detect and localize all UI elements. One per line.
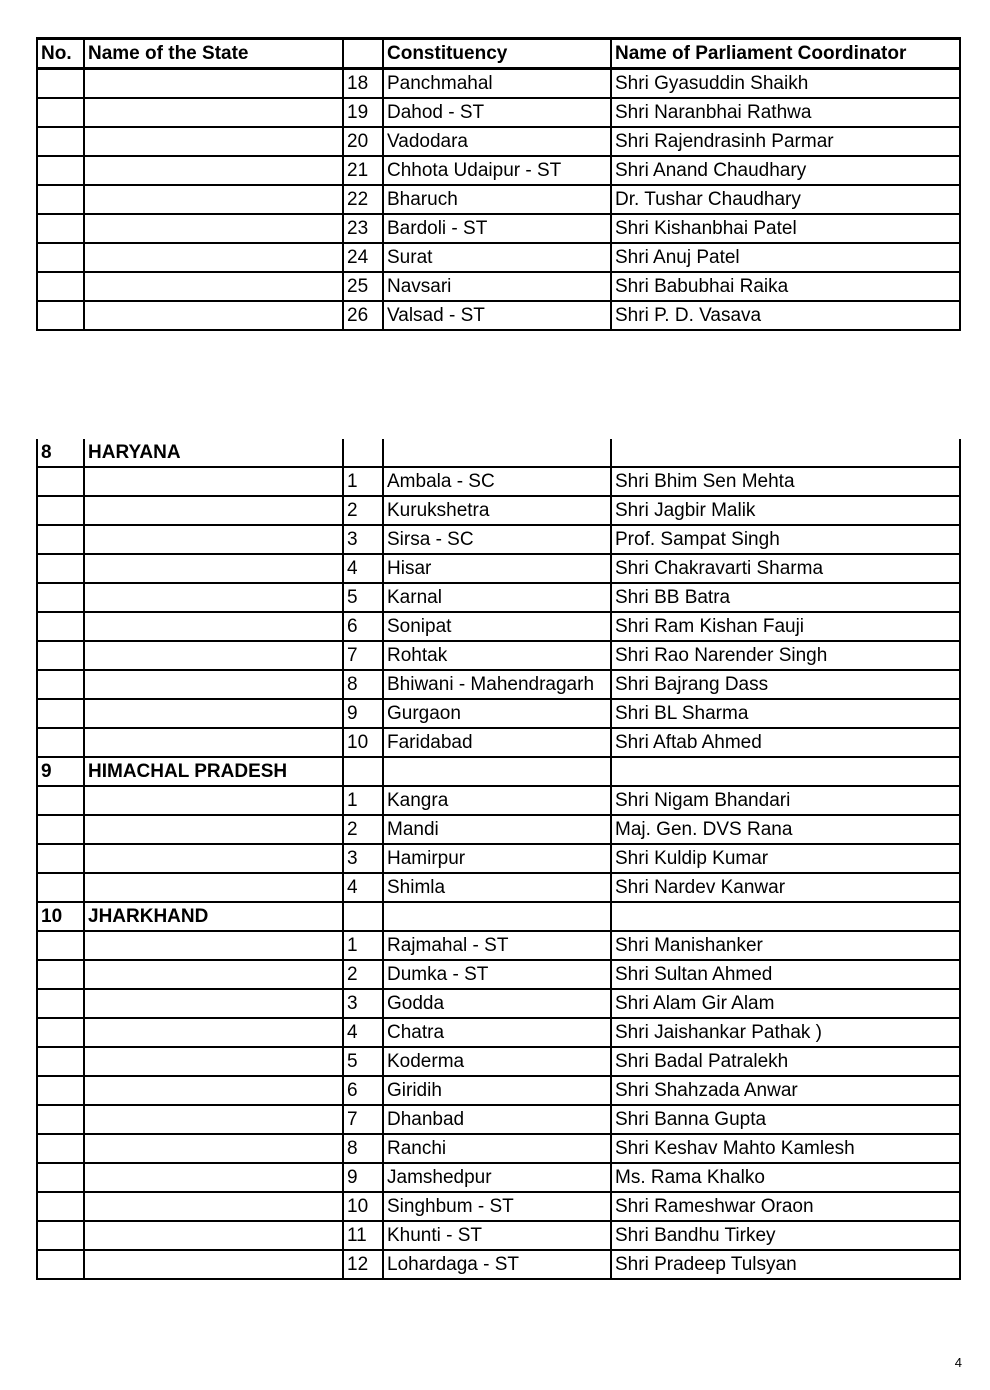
cell-no [37, 699, 84, 728]
cell-constituency [383, 757, 611, 786]
cell-constituency: Hamirpur [383, 844, 611, 873]
cell-num: 3 [343, 525, 383, 554]
table-row [37, 525, 960, 554]
cell-constituency: Jamshedpur [383, 1163, 611, 1192]
cell-no [37, 786, 84, 815]
cell-constituency: Sirsa - SC [383, 525, 611, 554]
cell-no [37, 728, 84, 757]
cell-num: 8 [343, 670, 383, 699]
cell-no [37, 1076, 84, 1105]
cell-coordinator: Shri Anand Chaudhary [611, 156, 960, 185]
cell-state: JHARKHAND [84, 902, 343, 931]
cell-num: 4 [343, 873, 383, 902]
table-row [37, 1250, 960, 1279]
cell-no [37, 1018, 84, 1047]
cell-num: 2 [343, 815, 383, 844]
cell-coordinator: Shri Bhim Sen Mehta [611, 467, 960, 496]
cell-no [37, 1105, 84, 1134]
cell-coordinator: Shri Jaishankar Pathak ) [611, 1018, 960, 1047]
header-no: No. [37, 39, 84, 69]
cell-num: 22 [343, 185, 383, 214]
cell-no [37, 301, 84, 330]
table-row [37, 583, 960, 612]
cell-coordinator: Maj. Gen. DVS Rana [611, 815, 960, 844]
cell-state [84, 243, 343, 272]
cell-num: 24 [343, 243, 383, 272]
table-row [37, 699, 960, 728]
cell-no [37, 214, 84, 243]
cell-coordinator: Shri Bandhu Tirkey [611, 1221, 960, 1250]
cell-coordinator: Dr. Tushar Chaudhary [611, 185, 960, 214]
cell-num: 9 [343, 1163, 383, 1192]
cell-no: 8 [37, 439, 84, 467]
cell-no [37, 127, 84, 156]
cell-constituency: Ambala - SC [383, 467, 611, 496]
table-row [37, 844, 960, 873]
table-row [37, 214, 960, 243]
cell-coordinator: Shri Sultan Ahmed [611, 960, 960, 989]
cell-num: 2 [343, 960, 383, 989]
cell-num: 25 [343, 272, 383, 301]
cell-constituency: Surat [383, 243, 611, 272]
table-row [37, 272, 960, 301]
cell-coordinator: Shri Rao Narender Singh [611, 641, 960, 670]
cell-state [84, 1221, 343, 1250]
cell-num: 12 [343, 1250, 383, 1279]
cell-coordinator: Shri Rameshwar Oraon [611, 1192, 960, 1221]
cell-coordinator: Shri Shahzada Anwar [611, 1076, 960, 1105]
cell-no [37, 185, 84, 214]
table-row [37, 1105, 960, 1134]
cell-state [84, 272, 343, 301]
cell-state [84, 873, 343, 902]
cell-num: 6 [343, 612, 383, 641]
cell-coordinator: Shri P. D. Vasava [611, 301, 960, 330]
cell-constituency: Dumka - ST [383, 960, 611, 989]
cell-num: 7 [343, 1105, 383, 1134]
cell-no [37, 467, 84, 496]
cell-num: 1 [343, 931, 383, 960]
cell-coordinator: Shri Babubhai Raika [611, 272, 960, 301]
cell-constituency: Vadodara [383, 127, 611, 156]
header-num [343, 39, 383, 69]
cell-no [37, 641, 84, 670]
cell-num [343, 439, 383, 467]
cell-num: 5 [343, 1047, 383, 1076]
cell-num: 2 [343, 496, 383, 525]
cell-no [37, 69, 84, 99]
cell-coordinator [611, 902, 960, 931]
cell-no [37, 272, 84, 301]
cell-coordinator: Shri Pradeep Tulsyan [611, 1250, 960, 1279]
cell-no [37, 1134, 84, 1163]
cell-num: 5 [343, 583, 383, 612]
cell-constituency: Ranchi [383, 1134, 611, 1163]
cell-coordinator: Shri Aftab Ahmed [611, 728, 960, 757]
cell-coordinator [611, 757, 960, 786]
cell-state [84, 1105, 343, 1134]
cell-no [37, 583, 84, 612]
cell-state [84, 554, 343, 583]
cell-no [37, 989, 84, 1018]
cell-coordinator: Shri Bajrang Dass [611, 670, 960, 699]
table-row [37, 1192, 960, 1221]
cell-coordinator: Shri Anuj Patel [611, 243, 960, 272]
table-row [37, 496, 960, 525]
cell-no [37, 1221, 84, 1250]
table-row [37, 1047, 960, 1076]
cell-constituency: Panchmahal [383, 69, 611, 99]
cell-no [37, 1250, 84, 1279]
cell-coordinator: Shri Ram Kishan Fauji [611, 612, 960, 641]
table-row [37, 301, 960, 330]
cell-no [37, 873, 84, 902]
cell-constituency [383, 902, 611, 931]
cell-constituency: Lohardaga - ST [383, 1250, 611, 1279]
cell-state [84, 786, 343, 815]
cell-state [84, 728, 343, 757]
table-row [37, 815, 960, 844]
cell-constituency: Valsad - ST [383, 301, 611, 330]
cell-state: HIMACHAL PRADESH [84, 757, 343, 786]
header-coordinator: Name of Parliament Coordinator [611, 39, 960, 69]
cell-num: 4 [343, 1018, 383, 1047]
cell-state [84, 1250, 343, 1279]
cell-coordinator: Shri Alam Gir Alam [611, 989, 960, 1018]
table-row [37, 98, 960, 127]
cell-coordinator: Shri Kishanbhai Patel [611, 214, 960, 243]
cell-state [84, 583, 343, 612]
cell-coordinator: Shri Nardev Kanwar [611, 873, 960, 902]
cell-num: 23 [343, 214, 383, 243]
table-row [37, 670, 960, 699]
cell-state [84, 185, 343, 214]
cell-state [84, 612, 343, 641]
cell-no [37, 844, 84, 873]
cell-no [37, 960, 84, 989]
table-row [37, 641, 960, 670]
cell-constituency: Hisar [383, 554, 611, 583]
cell-state: HARYANA [84, 439, 343, 467]
cell-no [37, 496, 84, 525]
cell-num: 3 [343, 844, 383, 873]
cell-constituency: Navsari [383, 272, 611, 301]
cell-num: 4 [343, 554, 383, 583]
cell-num: 26 [343, 301, 383, 330]
cell-no [37, 98, 84, 127]
table-row [37, 612, 960, 641]
cell-coordinator: Shri Jagbir Malik [611, 496, 960, 525]
table-row [37, 243, 960, 272]
table-row [37, 467, 960, 496]
cell-state [84, 1076, 343, 1105]
header-state: Name of the State [84, 39, 343, 69]
cell-state [84, 156, 343, 185]
cell-num [343, 757, 383, 786]
table-row [37, 873, 960, 902]
table-row [37, 989, 960, 1018]
cell-state [84, 467, 343, 496]
cell-no [37, 670, 84, 699]
table-row [37, 1134, 960, 1163]
cell-num: 6 [343, 1076, 383, 1105]
cell-state [84, 69, 343, 99]
cell-state [84, 641, 343, 670]
cell-coordinator [611, 439, 960, 467]
cell-no [37, 612, 84, 641]
cell-coordinator: Shri Banna Gupta [611, 1105, 960, 1134]
cell-no [37, 243, 84, 272]
cell-num [343, 902, 383, 931]
cell-state [84, 98, 343, 127]
table-row [37, 1076, 960, 1105]
cell-state [84, 1192, 343, 1221]
cell-num: 1 [343, 467, 383, 496]
page-number: 4 [954, 1355, 962, 1370]
cell-constituency: Kurukshetra [383, 496, 611, 525]
cell-num: 7 [343, 641, 383, 670]
cell-constituency: Singhbum - ST [383, 1192, 611, 1221]
cell-coordinator: Shri Manishanker [611, 931, 960, 960]
cell-coordinator: Shri Badal Patralekh [611, 1047, 960, 1076]
cell-coordinator: Shri Nigam Bhandari [611, 786, 960, 815]
cell-constituency: Sonipat [383, 612, 611, 641]
cell-coordinator: Shri Gyasuddin Shaikh [611, 69, 960, 99]
cell-constituency: Rohtak [383, 641, 611, 670]
cell-state [84, 214, 343, 243]
table-row [37, 185, 960, 214]
cell-state [84, 1163, 343, 1192]
cell-num: 9 [343, 699, 383, 728]
table-row [37, 554, 960, 583]
cell-constituency: Dhanbad [383, 1105, 611, 1134]
cell-constituency: Giridih [383, 1076, 611, 1105]
cell-num: 19 [343, 98, 383, 127]
cell-num: 11 [343, 1221, 383, 1250]
coordinators-table-states [36, 439, 961, 1280]
table-row [37, 728, 960, 757]
cell-constituency: Rajmahal - ST [383, 931, 611, 960]
cell-constituency: Karnal [383, 583, 611, 612]
state-row [37, 757, 960, 786]
cell-coordinator: Shri BL Sharma [611, 699, 960, 728]
cell-state [84, 1047, 343, 1076]
cell-constituency: Mandi [383, 815, 611, 844]
cell-no [37, 525, 84, 554]
cell-constituency: Shimla [383, 873, 611, 902]
cell-constituency: Gurgaon [383, 699, 611, 728]
cell-state [84, 496, 343, 525]
cell-state [84, 525, 343, 554]
cell-coordinator: Shri BB Batra [611, 583, 960, 612]
cell-coordinator: Shri Rajendrasinh Parmar [611, 127, 960, 156]
cell-constituency: Chatra [383, 1018, 611, 1047]
cell-coordinator: Ms. Rama Khalko [611, 1163, 960, 1192]
table-row [37, 931, 960, 960]
cell-no: 9 [37, 757, 84, 786]
cell-no [37, 156, 84, 185]
cell-no [37, 1163, 84, 1192]
table-row [37, 69, 960, 99]
state-row [37, 439, 960, 467]
table-row [37, 960, 960, 989]
cell-num: 20 [343, 127, 383, 156]
cell-state [84, 1018, 343, 1047]
cell-state [84, 931, 343, 960]
cell-coordinator: Shri Keshav Mahto Kamlesh [611, 1134, 960, 1163]
cell-no [37, 1192, 84, 1221]
cell-constituency: Koderma [383, 1047, 611, 1076]
table-row [37, 127, 960, 156]
table-row [37, 1018, 960, 1047]
table-row [37, 786, 960, 815]
table-row [37, 156, 960, 185]
cell-num: 1 [343, 786, 383, 815]
cell-constituency [383, 439, 611, 467]
cell-coordinator: Shri Naranbhai Rathwa [611, 98, 960, 127]
cell-no [37, 815, 84, 844]
cell-state [84, 989, 343, 1018]
cell-no [37, 554, 84, 583]
cell-num: 8 [343, 1134, 383, 1163]
cell-constituency: Godda [383, 989, 611, 1018]
header-constituency: Constituency [383, 39, 611, 69]
cell-no: 10 [37, 902, 84, 931]
cell-state [84, 699, 343, 728]
cell-state [84, 844, 343, 873]
cell-constituency: Bhiwani - Mahendragarh [383, 670, 611, 699]
cell-constituency: Khunti - ST [383, 1221, 611, 1250]
cell-state [84, 815, 343, 844]
cell-constituency: Faridabad [383, 728, 611, 757]
cell-state [84, 960, 343, 989]
cell-num: 3 [343, 989, 383, 1018]
cell-no [37, 1047, 84, 1076]
coordinators-table-gujarat-continued [36, 37, 961, 331]
cell-constituency: Bardoli - ST [383, 214, 611, 243]
cell-state [84, 127, 343, 156]
cell-constituency: Bharuch [383, 185, 611, 214]
state-row [37, 902, 960, 931]
cell-constituency: Chhota Udaipur - ST [383, 156, 611, 185]
cell-num: 18 [343, 69, 383, 99]
cell-state [84, 1134, 343, 1163]
cell-coordinator: Shri Chakravarti Sharma [611, 554, 960, 583]
table-row [37, 1221, 960, 1250]
cell-coordinator: Prof. Sampat Singh [611, 525, 960, 554]
cell-constituency: Kangra [383, 786, 611, 815]
cell-num: 10 [343, 1192, 383, 1221]
cell-constituency: Dahod - ST [383, 98, 611, 127]
cell-num: 21 [343, 156, 383, 185]
cell-num: 10 [343, 728, 383, 757]
table-header-row [37, 39, 960, 69]
table-row [37, 1163, 960, 1192]
cell-coordinator: Shri Kuldip Kumar [611, 844, 960, 873]
cell-state [84, 670, 343, 699]
cell-state [84, 301, 343, 330]
cell-no [37, 931, 84, 960]
